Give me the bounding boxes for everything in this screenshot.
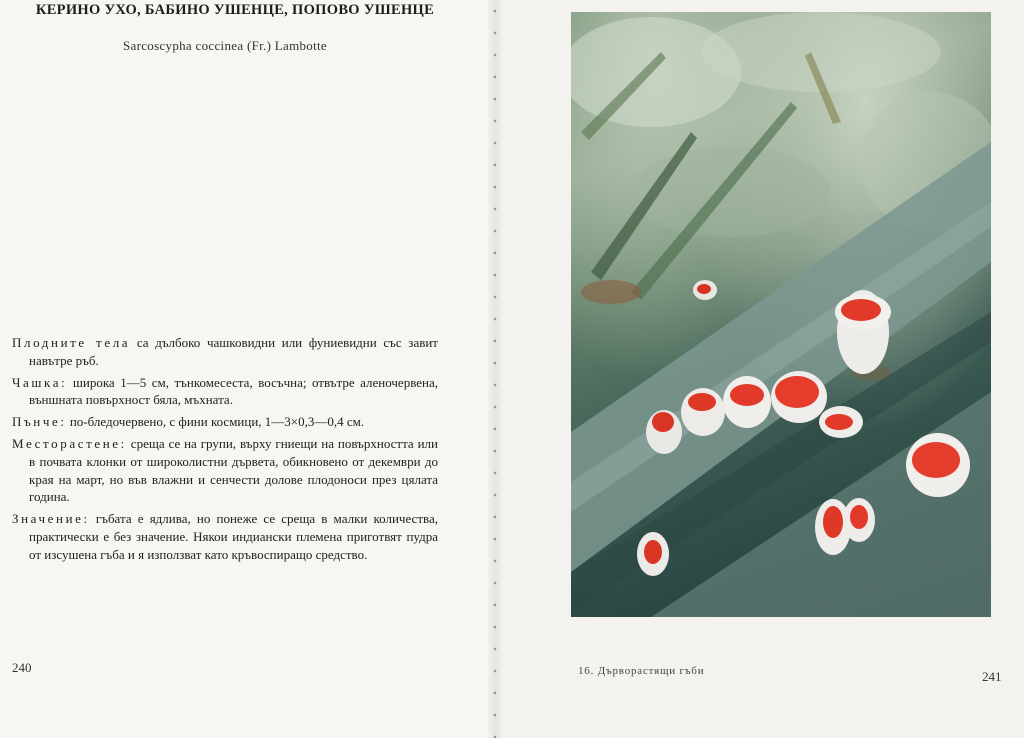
paragraph-text: гъбата е ядлива, но понеже се среща в малки количества, практически е без значение. Някои индиански племена приготвят пудра от изсушена гъба и я използват като кръвоспиращо средство. bbox=[29, 511, 438, 562]
paragraph-fruit-bodies bbox=[12, 334, 438, 369]
page-number-right: 241 bbox=[982, 669, 1002, 684]
paragraph-stem bbox=[12, 413, 438, 431]
term-label: Чашка: bbox=[12, 374, 68, 390]
left-page bbox=[0, 0, 494, 738]
photo-illustration bbox=[571, 12, 991, 617]
paragraph-cap bbox=[12, 374, 438, 409]
term-label: Месторастене: bbox=[12, 436, 127, 452]
paragraph-significance bbox=[12, 510, 438, 563]
page-number-left: 240 bbox=[12, 660, 32, 675]
paragraph-text: среща се на групи, върху гниещи на повърхността или в почвата клонки от широколистни дървета, обикновено от декември до края на март, но във влажни и сенчести долове плодоноси през цялата година. bbox=[29, 436, 438, 505]
paragraph-habitat bbox=[12, 435, 438, 505]
binding-dots bbox=[493, 0, 497, 738]
paragraph-text: широка 1—5 см, тънкомесеста, восъчна; отвътре аленочервена, външната повърхност бяла, мъхната. bbox=[29, 374, 438, 408]
paragraph-text: по-бледочервено, с фини космици, 1—3×0,3—0,4 см. bbox=[66, 414, 365, 430]
mushroom-photo bbox=[571, 12, 991, 617]
latin-name: Sarcoscypha coccinea (Fr.) Lambotte bbox=[123, 38, 327, 53]
paragraph-text: са дълбоко чашковидни или фуниевидни със завит навътре ръб. bbox=[29, 335, 438, 368]
description-body bbox=[12, 334, 438, 568]
term-label: Пънче: bbox=[12, 414, 67, 430]
figure-caption: 16. Дърворастящи гъби bbox=[578, 665, 705, 677]
term-label: Плодните тела bbox=[12, 335, 131, 350]
term-label: Значение: bbox=[12, 511, 90, 527]
page-title: КЕРИНО УХО, БАБИНО УШЕНЦЕ, ПОПОВО УШЕНЦЕ bbox=[35, 2, 435, 18]
